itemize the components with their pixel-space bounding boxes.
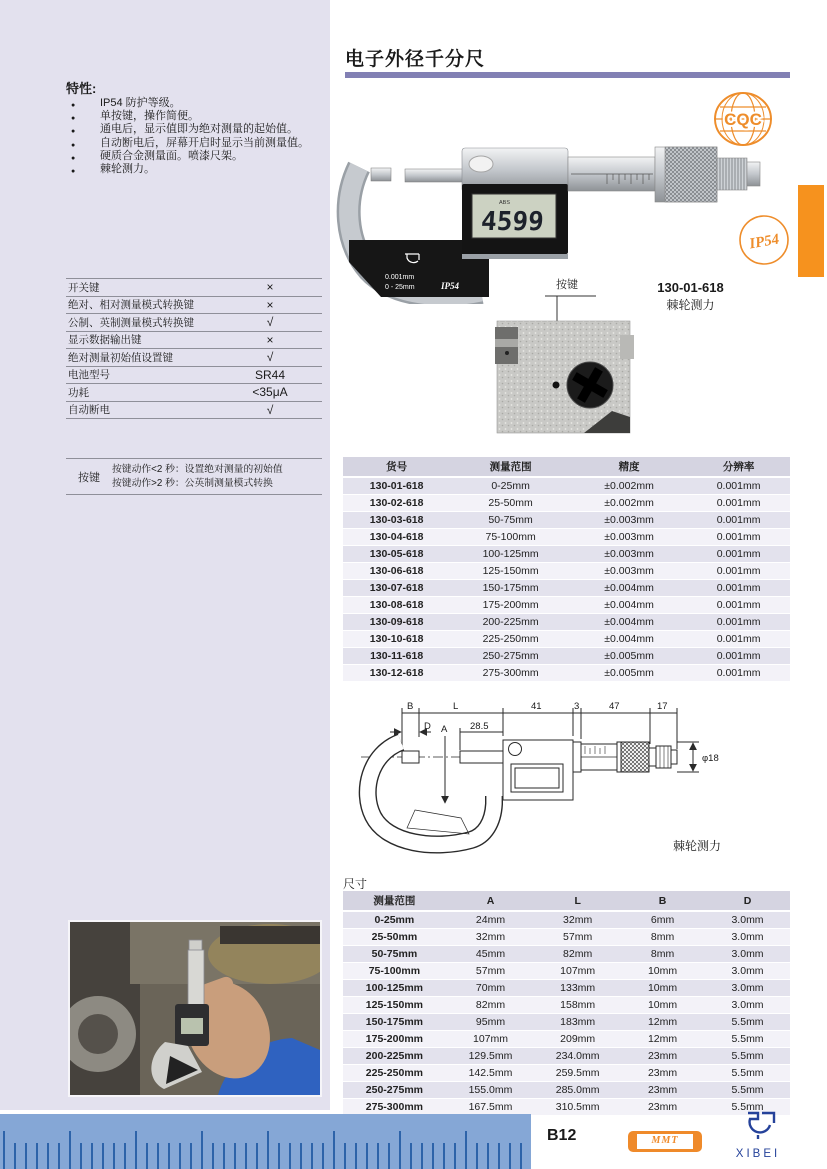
table-cell: 23mm <box>620 1099 705 1116</box>
table-cell: 155.0mm <box>446 1082 535 1099</box>
table-cell: 175-200mm <box>343 1031 446 1048</box>
dim-l-label: L <box>453 701 459 712</box>
table-row <box>343 980 790 997</box>
table-cell: 200-225mm <box>343 1048 446 1065</box>
list-item: ● 单按键，操作简便。 <box>66 110 322 123</box>
dim-3-label: 3 <box>574 701 580 712</box>
table-row <box>66 296 322 314</box>
column-header: 精度 <box>571 457 687 477</box>
list-item: ● 硬质合金测量面。喷漆尺架。 <box>66 150 322 163</box>
table-cell: 130-10-618 <box>343 631 450 648</box>
spindle-tip <box>620 335 634 359</box>
table-row <box>66 366 322 384</box>
table-cell: 23mm <box>620 1048 705 1065</box>
dim-285-label: 28.5 <box>470 721 489 732</box>
table-row <box>343 477 790 495</box>
table-cell: 200-225mm <box>450 614 571 631</box>
ip54-badge-text: IP54 <box>748 231 781 253</box>
table-cell: 10mm <box>620 980 705 997</box>
column-header: B <box>620 891 705 911</box>
table-row <box>343 911 790 929</box>
spec-table <box>343 457 790 682</box>
table-cell: 0.001mm <box>687 477 790 495</box>
table-cell: 3.0mm <box>705 929 790 946</box>
mmt-logo <box>628 1131 702 1152</box>
table-cell: 6mm <box>620 911 705 929</box>
table-cell: 130-05-618 <box>343 546 450 563</box>
dimensions-table-header-row <box>343 891 790 911</box>
table-cell: 130-08-618 <box>343 597 450 614</box>
table-cell: 130-06-618 <box>343 563 450 580</box>
table-cell: 5.5mm <box>705 1048 790 1065</box>
table-cell: 158mm <box>535 997 620 1014</box>
table-cell: ±0.004mm <box>571 614 687 631</box>
spec-table-header-row <box>343 457 790 477</box>
table-cell: 5.5mm <box>705 1014 790 1031</box>
table-row <box>343 597 790 614</box>
lcd-mode-text: ABS <box>499 200 511 206</box>
table-cell: <35μA <box>218 384 322 402</box>
table-cell: 5.5mm <box>705 1031 790 1048</box>
table-cell: 130-04-618 <box>343 529 450 546</box>
table-cell: 32mm <box>446 929 535 946</box>
table-cell: 130-09-618 <box>343 614 450 631</box>
table-cell: 0.001mm <box>687 495 790 512</box>
table-cell: 0.001mm <box>687 580 790 597</box>
table-cell: 125-150mm <box>343 997 446 1014</box>
table-cell: 225-250mm <box>343 1065 446 1082</box>
table-cell: ±0.004mm <box>571 580 687 597</box>
table-cell: 82mm <box>446 997 535 1014</box>
table-cell: 3.0mm <box>705 963 790 980</box>
dim-47-label: 47 <box>609 701 620 712</box>
table-cell: 130-07-618 <box>343 580 450 597</box>
frame-range-text: 0 - 25mm <box>385 284 415 291</box>
table-row <box>343 997 790 1014</box>
table-cell: 95mm <box>446 1014 535 1031</box>
table-row <box>343 963 790 980</box>
function-button <box>469 156 493 172</box>
mmt-logo-text: MMT <box>651 1135 679 1146</box>
table-cell: 130-12-618 <box>343 665 450 682</box>
table-cell: 0-25mm <box>450 477 571 495</box>
table-cell: 130-11-618 <box>343 648 450 665</box>
table-row <box>343 529 790 546</box>
column-header: D <box>705 891 790 911</box>
cqc-logo <box>712 90 774 148</box>
frame-rating-text: IP54 <box>441 281 459 291</box>
table-cell: 250-275mm <box>450 648 571 665</box>
list-item: 按键动作<2 秒：设置绝对测量的初始值 <box>112 463 283 475</box>
table-cell: 107mm <box>446 1031 535 1048</box>
table-cell: 12mm <box>620 1014 705 1031</box>
list-item: 按键动作>2 秒：公英制测量模式转换 <box>112 477 273 489</box>
table-row <box>343 648 790 665</box>
table-cell: ±0.005mm <box>571 665 687 682</box>
dim-dia-label: φ18 <box>702 753 719 764</box>
table-cell: 绝对、相对测量模式转换键 <box>66 296 218 314</box>
table-row <box>343 665 790 682</box>
table-cell: SR44 <box>218 366 322 384</box>
table-cell: 234.0mm <box>535 1048 620 1065</box>
table-cell: 167.5mm <box>446 1099 535 1116</box>
thimble-knurl <box>665 147 717 202</box>
technical-drawing <box>343 692 823 874</box>
table-row <box>343 1082 790 1099</box>
xibei-logo-icon <box>738 1110 778 1142</box>
table-cell: 10mm <box>620 963 705 980</box>
table-row <box>343 1014 790 1031</box>
table-cell: ±0.003mm <box>571 512 687 529</box>
table-row <box>66 401 322 419</box>
table-row <box>343 512 790 529</box>
table-row <box>343 495 790 512</box>
table-cell: 10mm <box>620 997 705 1014</box>
table-cell: ±0.004mm <box>571 631 687 648</box>
table-cell: 5.5mm <box>705 1065 790 1082</box>
table-cell: √ <box>218 314 322 332</box>
table-cell: 0.001mm <box>687 512 790 529</box>
table-cell: 25-50mm <box>450 495 571 512</box>
column-header: 货号 <box>343 457 450 477</box>
application-photo <box>68 920 322 1097</box>
table-cell: 0.001mm <box>687 546 790 563</box>
ratchet-cap <box>747 162 760 186</box>
table-cell: 32mm <box>535 911 620 929</box>
table-row <box>66 384 322 402</box>
table-cell: 3.0mm <box>705 911 790 929</box>
table-cell: 50-75mm <box>343 946 446 963</box>
table-cell: ±0.002mm <box>571 495 687 512</box>
table-cell: 183mm <box>535 1014 620 1031</box>
table-cell: 23mm <box>620 1065 705 1082</box>
table-row <box>343 1048 790 1065</box>
table-cell: × <box>218 296 322 314</box>
key-lines <box>112 463 283 491</box>
table-cell: 0.001mm <box>687 597 790 614</box>
cqc-logo-text: CQC <box>724 110 762 129</box>
lcd-value-text: 4599 <box>480 207 545 237</box>
page-number: B12 <box>547 1127 577 1144</box>
table-cell: 开关键 <box>66 279 218 297</box>
table-cell: 8mm <box>620 946 705 963</box>
table-cell: 24mm <box>446 911 535 929</box>
table-cell: 150-175mm <box>450 580 571 597</box>
column-header: 分辨率 <box>687 457 790 477</box>
dimensions-table <box>343 891 790 1116</box>
features-list <box>66 97 322 176</box>
table-cell: 8mm <box>620 929 705 946</box>
table-cell: 275-300mm <box>450 665 571 682</box>
table-cell: 209mm <box>535 1031 620 1048</box>
dimensions-heading: 尺寸 <box>343 877 368 891</box>
features-heading: 特性: <box>66 81 97 96</box>
list-item: ● 自动断电后，屏幕开启时显示当前测量值。 <box>66 137 322 150</box>
table-cell: ±0.004mm <box>571 597 687 614</box>
table-cell: 45mm <box>446 946 535 963</box>
ruler-major-ticks <box>3 1131 531 1169</box>
table-cell: 0.001mm <box>687 631 790 648</box>
table-row <box>66 279 322 297</box>
table-cell: 133mm <box>535 980 620 997</box>
table-cell: 功耗 <box>66 384 218 402</box>
ruler-band <box>0 1114 531 1169</box>
ratchet-stop <box>717 158 747 190</box>
xibei-logo-text: XIBEI <box>735 1148 781 1160</box>
ip54-badge <box>737 213 791 267</box>
column-header: A <box>446 891 535 911</box>
table-row <box>343 929 790 946</box>
table-cell: 150-175mm <box>343 1014 446 1031</box>
table-cell: 自动断电 <box>66 401 218 419</box>
table-row <box>343 1065 790 1082</box>
table-cell: 5.5mm <box>705 1082 790 1099</box>
table-cell: ±0.003mm <box>571 546 687 563</box>
table-cell: 129.5mm <box>446 1048 535 1065</box>
table-cell: 3.0mm <box>705 997 790 1014</box>
table-row <box>343 580 790 597</box>
dim-a-label: A <box>441 724 448 735</box>
table-cell: 130-02-618 <box>343 495 450 512</box>
table-row <box>343 614 790 631</box>
drawing-caption: 棘轮测力 <box>673 839 722 853</box>
button-callout-label: 按键 <box>556 279 578 291</box>
table-cell: 显示数据输出键 <box>66 331 218 349</box>
dim-41-label: 41 <box>531 701 542 712</box>
table-cell: 275-300mm <box>343 1099 446 1116</box>
table-cell: 259.5mm <box>535 1065 620 1082</box>
table-cell: 75-100mm <box>343 963 446 980</box>
table-cell: 57mm <box>535 929 620 946</box>
table-cell: 75-100mm <box>450 529 571 546</box>
detail-photo <box>480 295 660 455</box>
dim-d-label: D <box>424 721 431 732</box>
table-cell: ±0.002mm <box>571 477 687 495</box>
table-cell: 0.001mm <box>687 563 790 580</box>
page-title: 电子外径千分尺 <box>345 49 486 70</box>
table-cell: 130-01-618 <box>343 477 450 495</box>
table-cell: 电池型号 <box>66 366 218 384</box>
table-cell: 0-25mm <box>343 911 446 929</box>
table-cell: 3.0mm <box>705 980 790 997</box>
table-row <box>343 946 790 963</box>
dim-b-label: B <box>407 701 414 712</box>
table-cell: 0.001mm <box>687 665 790 682</box>
table-cell: 57mm <box>446 963 535 980</box>
table-cell: × <box>218 331 322 349</box>
sidebar-panel <box>0 0 330 1110</box>
table-cell: 142.5mm <box>446 1065 535 1082</box>
table-cell: 0.001mm <box>687 614 790 631</box>
table-cell: 23mm <box>620 1082 705 1099</box>
anvil <box>371 168 391 181</box>
table-cell: 0.001mm <box>687 529 790 546</box>
key-label: 按键 <box>78 471 100 484</box>
dim-17-label: 17 <box>657 701 668 712</box>
list-item: ● 棘轮测力。 <box>66 163 322 176</box>
table-row <box>66 314 322 332</box>
set-button-dot <box>553 382 560 389</box>
frame-resolution-text: 0.001mm <box>385 274 415 281</box>
table-cell: 310.5mm <box>535 1099 620 1116</box>
table-row <box>343 563 790 580</box>
spec-list-table <box>66 278 322 419</box>
table-cell: ±0.005mm <box>571 648 687 665</box>
table-cell: 公制、英制测量模式转换键 <box>66 314 218 332</box>
table-row <box>66 349 322 367</box>
list-item: ● 通电后，显示值即为绝对测量的起始值。 <box>66 123 322 136</box>
column-header: 测量范围 <box>343 891 446 911</box>
table-cell: 107mm <box>535 963 620 980</box>
table-row <box>66 331 322 349</box>
xibei-logo <box>722 1110 794 1160</box>
table-cell: 175-200mm <box>450 597 571 614</box>
product-model: 130-01-618 <box>657 280 724 295</box>
title-underline <box>345 72 790 78</box>
product-feature-label: 棘轮测力 <box>666 298 715 312</box>
table-cell: 绝对测量初始值设置键 <box>66 349 218 367</box>
section-edge-tab <box>798 185 824 277</box>
table-row <box>343 631 790 648</box>
list-item: ● IP54 防护等级。 <box>66 97 322 110</box>
table-cell: 82mm <box>535 946 620 963</box>
table-cell: ±0.003mm <box>571 563 687 580</box>
table-cell: 100-125mm <box>343 980 446 997</box>
table-cell: 12mm <box>620 1031 705 1048</box>
table-cell: 130-03-618 <box>343 512 450 529</box>
table-row <box>343 546 790 563</box>
table-cell: 3.0mm <box>705 946 790 963</box>
table-cell: 125-150mm <box>450 563 571 580</box>
table-cell: ±0.003mm <box>571 529 687 546</box>
table-cell: 25-50mm <box>343 929 446 946</box>
table-cell: 250-275mm <box>343 1082 446 1099</box>
table-cell: 5.5mm <box>705 1099 790 1116</box>
table-cell: √ <box>218 401 322 419</box>
table-cell: × <box>218 279 322 297</box>
table-cell: 285.0mm <box>535 1082 620 1099</box>
table-cell: 0.001mm <box>687 648 790 665</box>
column-header: L <box>535 891 620 911</box>
table-cell: 225-250mm <box>450 631 571 648</box>
table-cell: 70mm <box>446 980 535 997</box>
spindle <box>405 169 463 182</box>
table-row <box>343 1031 790 1048</box>
application-photo-image <box>70 922 320 1095</box>
table-cell: √ <box>218 349 322 367</box>
column-header: 测量范围 <box>450 457 571 477</box>
table-cell: 100-125mm <box>450 546 571 563</box>
key-function-block <box>66 458 322 495</box>
table-cell: 50-75mm <box>450 512 571 529</box>
